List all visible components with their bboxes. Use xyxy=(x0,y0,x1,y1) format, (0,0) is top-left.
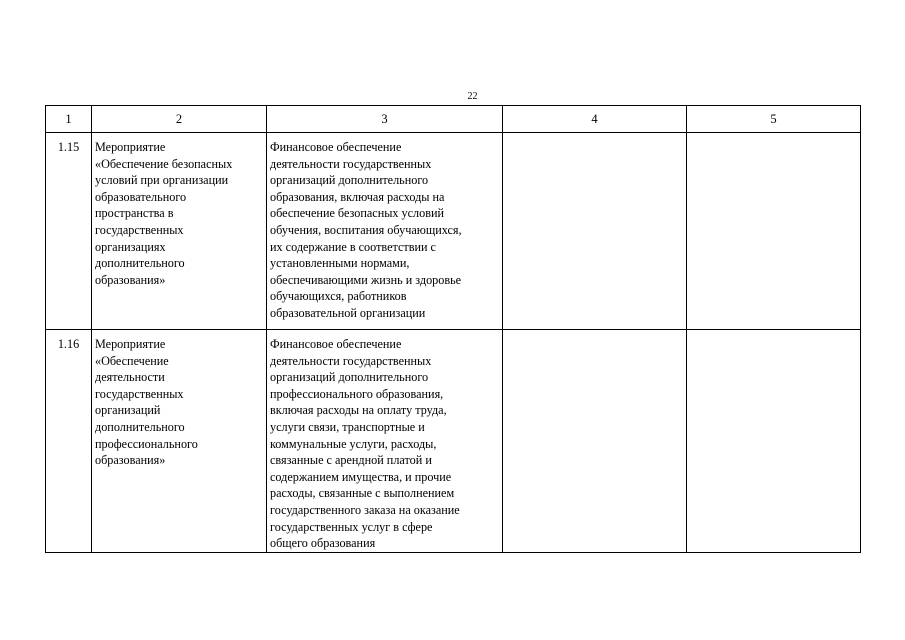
description-line: деятельности государственных xyxy=(270,156,432,171)
event-name-line: Мероприятие xyxy=(95,337,166,351)
event-name-line: государственных xyxy=(95,222,184,237)
column-4-cell xyxy=(503,330,687,553)
description-line: организаций дополнительного xyxy=(270,370,429,385)
header-cell-1: 1 xyxy=(46,106,92,133)
row-number-cell: 1.16 xyxy=(46,330,92,553)
row-number-cell: 1.15 xyxy=(46,133,92,330)
header-cell-5: 5 xyxy=(687,106,861,133)
header-cell-2: 2 xyxy=(92,106,267,133)
description-line: обучающихся, работников xyxy=(270,289,407,304)
event-name-line: образовательного xyxy=(95,189,187,204)
table-header-row xyxy=(46,106,861,133)
event-name-line: Мероприятие xyxy=(95,140,166,154)
table-row xyxy=(46,133,861,330)
description-cell xyxy=(267,133,503,330)
description-line: государственного заказа на оказание xyxy=(270,502,460,517)
event-name-line: дополнительного xyxy=(95,256,185,271)
header-cell-4: 4 xyxy=(503,106,687,133)
description-line: Финансовое обеспечение xyxy=(270,140,402,154)
description-line: государственных услуг в сфере xyxy=(270,519,433,534)
description-line: установленными нормами, xyxy=(270,256,410,271)
description-line: общего образования xyxy=(270,536,376,551)
column-4-cell xyxy=(503,133,687,330)
description-line: образовательной организации xyxy=(270,305,426,320)
description-line: профессионального образования, xyxy=(270,386,444,401)
event-name-line: образования» xyxy=(95,453,166,468)
description-line: расходы, связанные с выполнением xyxy=(270,486,455,501)
description-line: обеспечивающими жизнь и здоровье xyxy=(270,272,462,287)
event-name-line: организациях xyxy=(95,239,166,254)
description-line: образования, включая расходы на xyxy=(270,189,445,204)
event-name-line: «Обеспечение безопасных xyxy=(95,156,233,171)
description-line: Финансовое обеспечение xyxy=(270,337,402,351)
description-line: их содержание в соответствии с xyxy=(270,239,436,254)
description-line: связанные с арендной платой и xyxy=(270,453,432,468)
column-5-cell xyxy=(687,133,861,330)
event-name-line: «Обеспечение xyxy=(95,353,169,368)
description-line: организаций дополнительного xyxy=(270,173,429,188)
column-5-cell xyxy=(687,330,861,553)
event-name-cell xyxy=(92,133,267,330)
header-cell-3: 3 xyxy=(267,106,503,133)
description-line: деятельности государственных xyxy=(270,353,432,368)
event-name-line: дополнительного xyxy=(95,419,185,434)
event-name-line: деятельности xyxy=(95,370,165,385)
event-name-line: образования» xyxy=(95,272,166,287)
description-line: услуги связи, транспортные и xyxy=(270,419,425,434)
description-line: включая расходы на оплату труда, xyxy=(270,403,447,418)
description-line: содержанием имущества, и прочие xyxy=(270,469,452,484)
document-table xyxy=(45,105,861,553)
event-name-line: условий при организации xyxy=(95,173,229,188)
description-line: коммунальные услуги, расходы, xyxy=(270,436,437,451)
table-row xyxy=(46,330,861,553)
description-cell xyxy=(267,330,503,553)
page-number: 22 xyxy=(467,91,478,102)
event-name-line: организаций xyxy=(95,403,161,418)
event-name-line: профессионального xyxy=(95,436,198,451)
event-name-cell xyxy=(92,330,267,553)
event-name-line: пространства в xyxy=(95,206,174,221)
description-line: обучения, воспитания обучающихся, xyxy=(270,222,462,237)
description-line: обеспечение безопасных условий xyxy=(270,206,445,221)
event-name-line: государственных xyxy=(95,386,184,401)
